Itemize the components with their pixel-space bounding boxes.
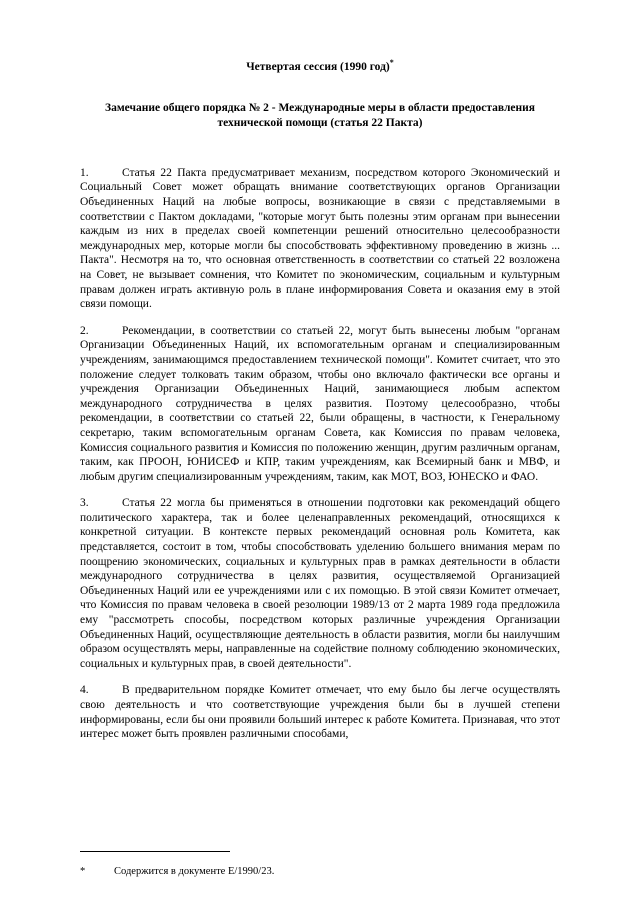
paragraph-number: 2. — [80, 324, 89, 337]
session-title — [80, 55, 560, 75]
paragraph-text: Статья 22 Пакта предусматривает механизм, посредством которого Экономический и Социальный Совет может обращать внимание соответствующих органов Организации Объединенных Наций на любые вопросы, возникающие в связи с представляемыми в соответствии с Пактом докладами, "которые могут быть полезны этим органам при вынесении каждым из них в пределах своей компетенции решений относительно целесообразности международных мер, которые могли бы способствовать эффективному проведению в жизнь ... Пакта". Несмотря на то, что основная ответственность в соответствии со статьей 22 возложена на Совет, не вызывает сомнения, что Комитет по экономическим, социальным и культурным правам должен играть активную роль в плане информирования Совета и оказания ему в этой связи помощи. — [80, 166, 560, 311]
paragraph-text: Статья 22 могла бы применяться в отношении подготовки как рекомендаций общего политического характера, так и более целенаправленных рекомендаций, относящихся к конкретной ситуации. В контексте первых рекомендаций основная роль Комитета, как представляется, состоит в том, чтобы способствовать уделению большего внимания мерам по поощрению экономических, социальных и культурных прав в рамках деятельности в области международного сотрудничества в целях развития, осуществляемой Организацией Объединенных Наций или ее учреждениями или с их помощью. В этой связи Комитет отмечает, что Комиссия по правам человека в своей резолюции 1989/13 от 2 марта 1989 года предложила ему "рассмотреть способы, посредством которых различные учреждения Организации Объединенных Наций, осуществляющие деятельность в области развития, могли бы наилучшим образом осуществлять меры, направленные на содействие полному соблюдению экономических, социальных и культурных прав, в своей деятельности". — [80, 497, 560, 670]
paragraph-text: Рекомендации, в соответствии со статьей 22, могут быть вынесены любым "органам Организации Объединенных Наций, их вспомогательным органам и специализированным учреждениям, занимающимся предоставлением технической помощи". Комитет считает, что это положение следует толковать таким образом, чтобы оно включало фактически все органы и учреждения Организации Объединенных Наций, занимающиеся любым аспектом международного сотрудничества в целях развития. Поэтому целесообразно, чтобы рекомендации, в соответствии со статьей 22, были обращены, в частности, к Генеральному секретарю, таким вспомогательным органам Совета, как Комиссия по правам человека, Комиссия социального развития и Комиссия по положению женщин, другим различным органам, таким, как ПРООН, ЮНИСЕФ и КПР, таким учреждениям, как Всемирный банк и МВФ, и любым другим специализированным учреждениям, таким, как МОТ, ВОЗ, ЮНЕСКО и ФАО. — [80, 324, 560, 483]
paragraph — [80, 166, 560, 312]
paragraph-text: В предварительном порядке Комитет отмечает, что ему было бы легче осуществлять свою деятельность и что соответствующие учреждения были бы в лучшей степени информированы, если бы они проявили больший интерес к работе Комитета. Признавая, что этот интерес может быть проявлен различными способами, — [80, 684, 560, 741]
footnote-rule — [80, 851, 230, 852]
session-title-text: Четвертая сессия (1990 год) — [246, 60, 390, 73]
paragraph — [80, 324, 560, 485]
paragraph-number: 3. — [80, 497, 89, 510]
paragraph — [80, 496, 560, 671]
paragraph-number: 1. — [80, 166, 89, 179]
document-heading: Замечание общего порядка № 2 - Международные меры в области предоставления технической помощи (статья 22 Пакта) — [105, 101, 535, 130]
footnote-marker: * — [80, 866, 86, 877]
session-title-footnote-marker: * — [389, 58, 394, 67]
paragraph-number: 4. — [80, 684, 89, 697]
footnote-text: Содержится в документе E/1990/23. — [114, 866, 275, 877]
paragraph — [80, 683, 560, 741]
footnote — [80, 851, 560, 879]
footnote-line — [80, 865, 560, 879]
